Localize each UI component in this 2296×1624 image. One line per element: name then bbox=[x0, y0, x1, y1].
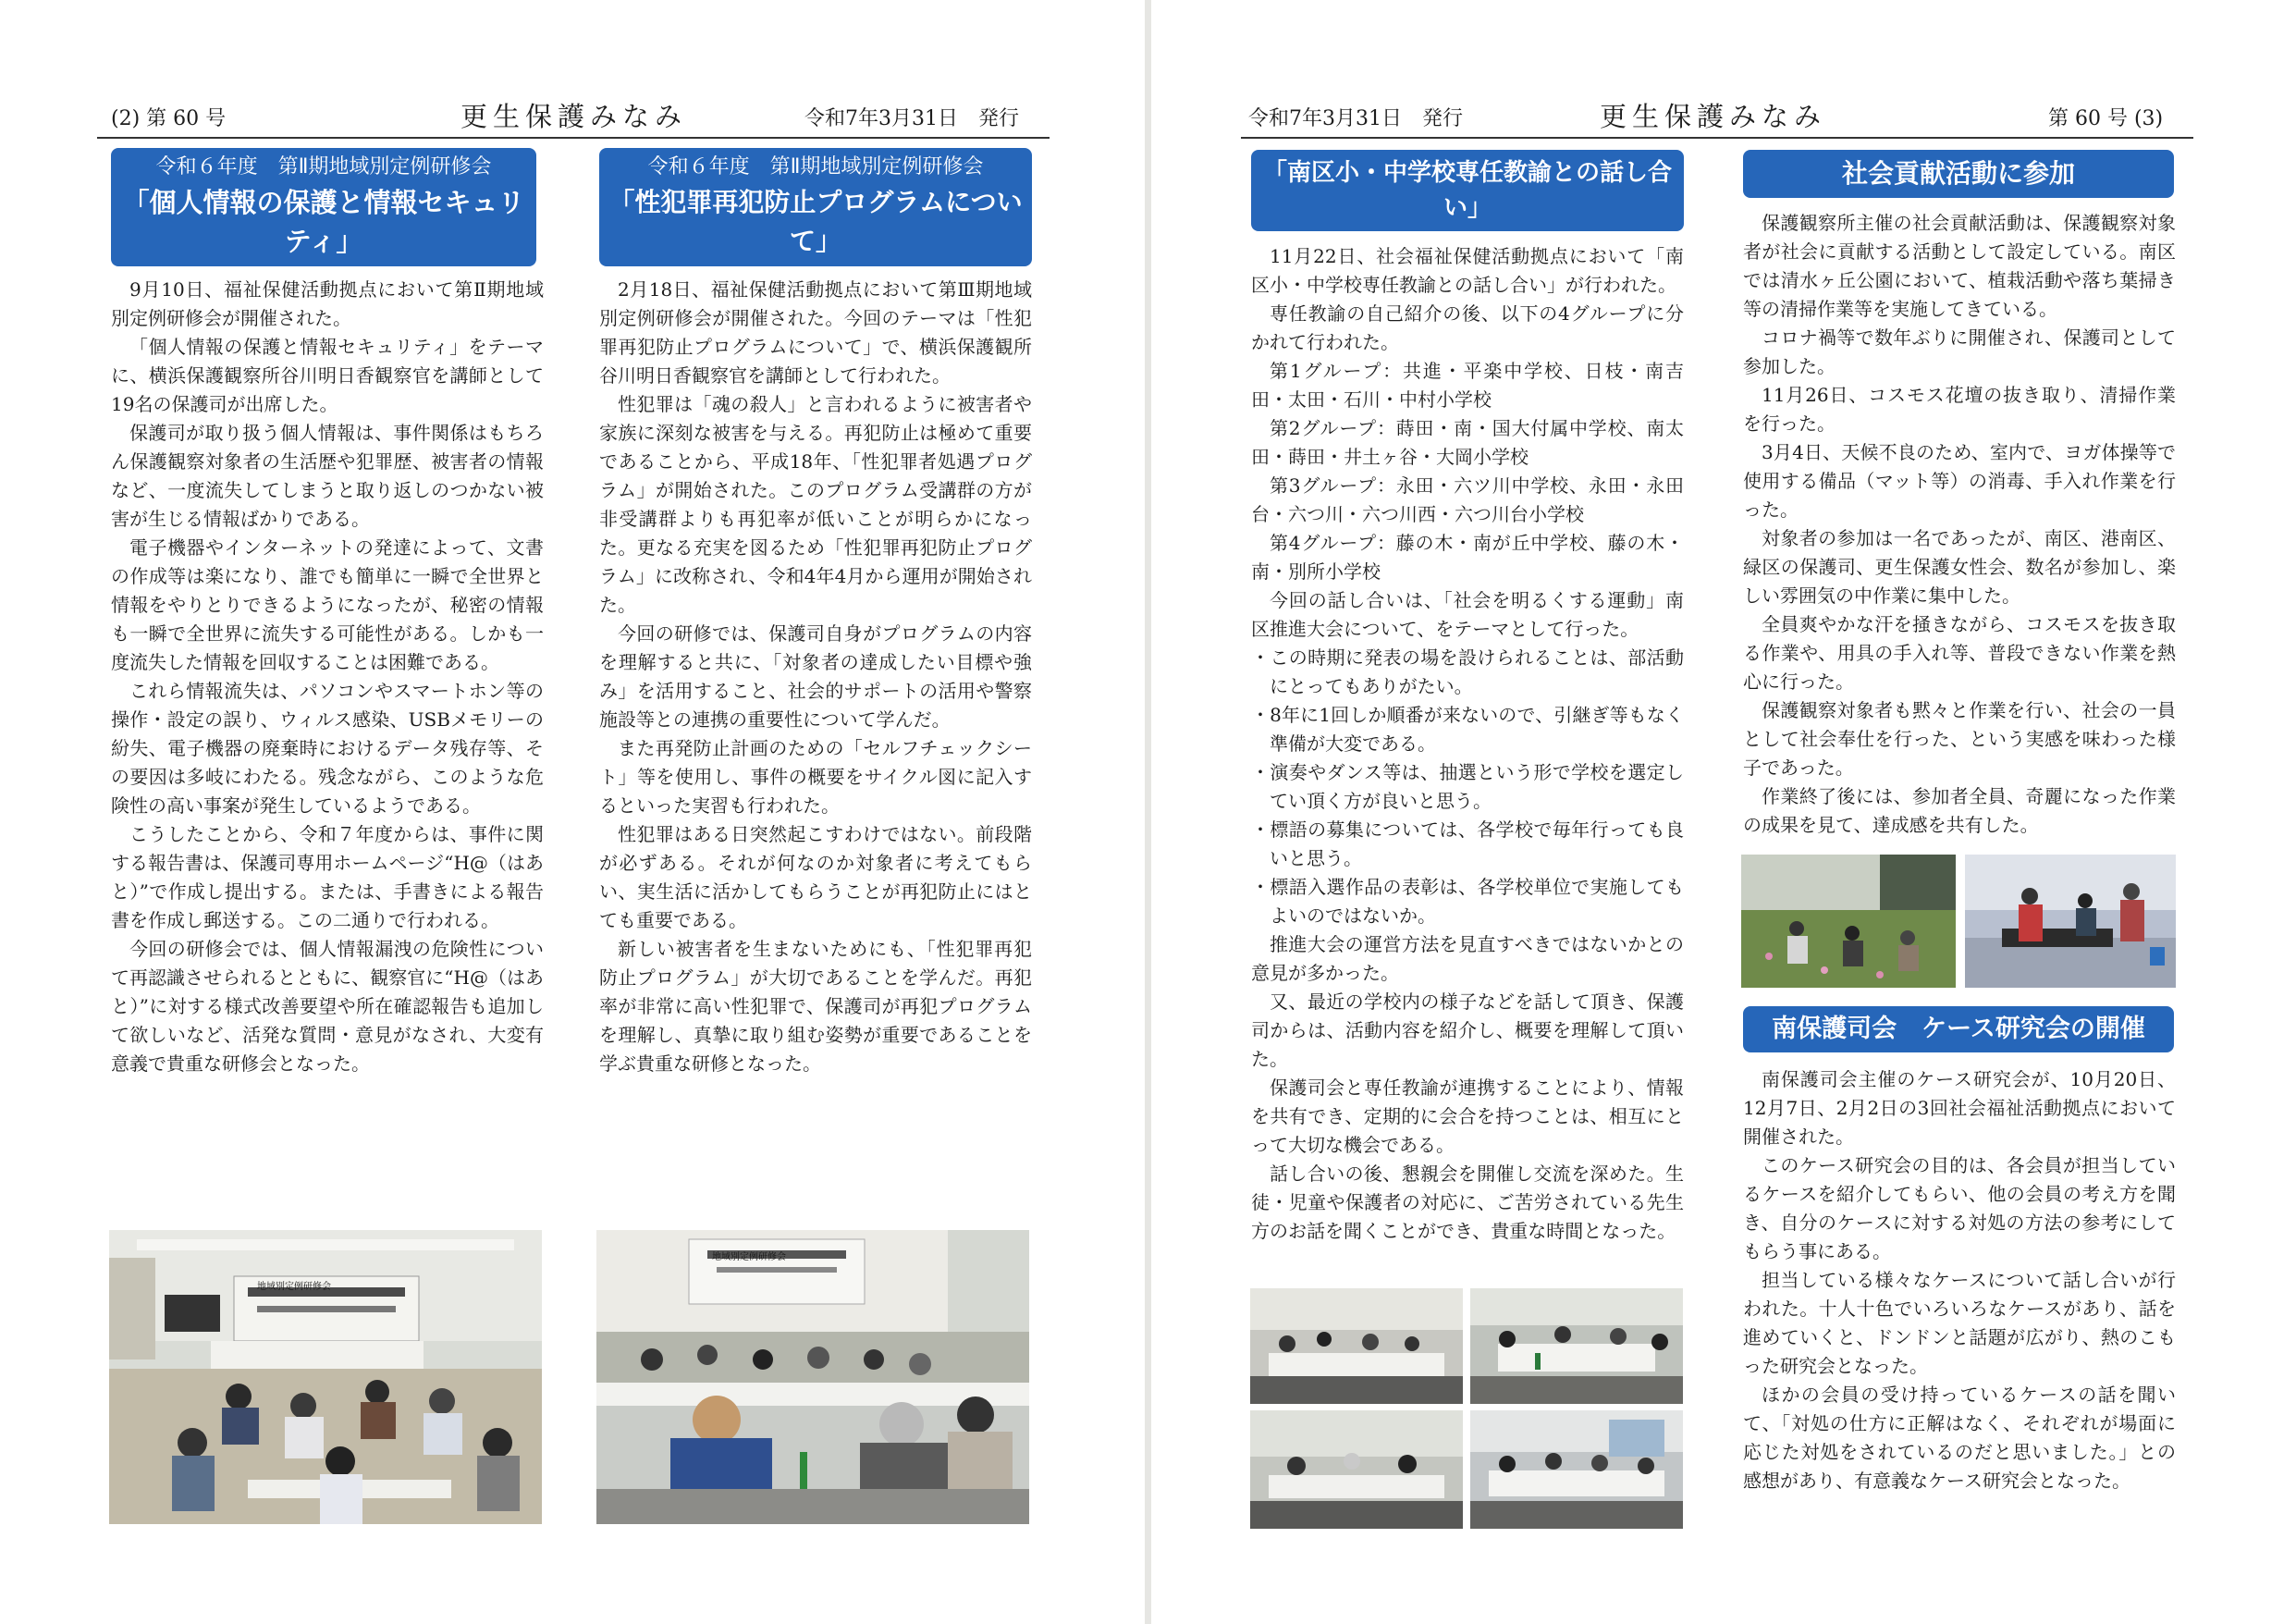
article-body bbox=[1743, 209, 2176, 840]
paragraph: また再発防止計画のための「セルフチェックシート」等を使用し、事件の概要をサイクル図に記入するといった実習も行われた。 bbox=[599, 737, 1032, 817]
paragraph: 対象者の参加は一名であったが、南区、港南区、緑区の保護司、更生保護女性会、数名が参加し、楽しい雰囲気の中作業に集中した。 bbox=[1743, 527, 2176, 607]
service-photo-indoor bbox=[1965, 855, 2176, 988]
meeting-photo-3 bbox=[1250, 1410, 1463, 1529]
masthead-left: 更生保護みなみ bbox=[460, 101, 688, 132]
paragraph: 11月26日、コスモス花壇の抜き取り、清掃作業を行った。 bbox=[1743, 384, 2176, 435]
banner-subtitle: 令和６年度 第Ⅱ期地域別定例研修会 bbox=[155, 155, 492, 178]
header-date-left: 令和7年3月31日 発行 bbox=[804, 107, 1019, 130]
seminar-photo-2 bbox=[596, 1230, 1029, 1524]
banner-title: 南保護司会 ケース研究会の開催 bbox=[1772, 1015, 2145, 1043]
article-banner bbox=[599, 148, 1032, 266]
paragraph: 担当している様々なケースについて話し合いが行われた。十人十色でいろいろなケースがあり、話を進めていくと、ドンドンと話題が広がり、熱のこもった研究会となった。 bbox=[1743, 1269, 2176, 1377]
meeting-photo-4 bbox=[1470, 1410, 1683, 1529]
article-banner bbox=[111, 148, 536, 266]
bullet-item: ・標語入選作品の表彰は、各学校単位で実施してもよいのではないか。 bbox=[1251, 876, 1684, 927]
paragraph: 2月18日、福祉保健活動拠点において第Ⅲ期地域別定例研修会が開催された。今回のテーマは「性犯罪再犯防止プログラムについて」で、横浜保護観所 谷川明日香観察官を講師として行われた。 bbox=[599, 278, 1050, 387]
paragraph: 第4グループ：藤の木・南が丘中学校、藤の木・南・別所小学校 bbox=[1251, 532, 1684, 583]
photo-sign-text: 地域別定例研修会 bbox=[257, 1282, 331, 1292]
paragraph: このケース研究会の目的は、各会員が担当しているケースを紹介してもらい、他の会員の考え方を聞き、自分のケースに対する対処の方法の参考にしてもらう事にある。 bbox=[1743, 1154, 2176, 1262]
paragraph: 今回の研修会では、個人情報漏洩の危険性について再認識させられるとともに、観察官に“H@（はあと）”に対する様式改善要望や所在確認報告も追加して欲しいなど、活発な質問・意見がなされ、大変有意義で貴重な研修会となった。 bbox=[111, 938, 544, 1075]
article-privacy bbox=[111, 148, 544, 1078]
header-rule-right bbox=[1241, 102, 2193, 139]
paragraph: こうしたことから、令和７年度からは、事件に関する報告書は、保護司専用ホームページ“H@（はあと）”で作成し提出する。または、手書きによる報告書を作成し郵送する。この二通りで行われる。 bbox=[111, 823, 544, 931]
paragraph: 新しい被害者を生まないためにも、「性犯罪再犯防止プログラム」が大切であることを学んだ。再犯率が非常に高い性犯罪で、保護司が再犯プログラムを理解し、真摯に取り組む姿勢が重要であることを学ぶ貴重な研修となった。 bbox=[599, 938, 1032, 1075]
paragraph: ほかの会員の受け持っているケースの話を聞いて、「対処の仕方に正解はなく、それぞれが場面に応じた対処をされているのだと思いました。」との感想があり、有意義なケース研究会となった。 bbox=[1743, 1384, 2176, 1492]
article-body bbox=[111, 276, 544, 1078]
header-date-right: 令和7年3月31日 発行 bbox=[1248, 107, 1463, 130]
header-issue-left: (2) 第 60 号 bbox=[111, 107, 227, 130]
banner-subtitle: 令和６年度 第Ⅱ期地域別定例研修会 bbox=[647, 155, 984, 178]
paragraph: 性犯罪はある日突然起こすわけではない。前段階が必ずある。それが何なのか対象者に考えてもらい、実生活に活かしてもらうことが再犯防止にはとても重要である。 bbox=[599, 823, 1032, 931]
right-page bbox=[1151, 0, 2296, 1624]
article-banner bbox=[1251, 150, 1684, 231]
paragraph: 作業終了後には、参加者全員、奇麗になった作業の成果を見て、達成感を共有した。 bbox=[1743, 785, 2176, 836]
article-banner bbox=[1743, 1006, 2174, 1052]
page-gutter bbox=[1145, 0, 1151, 1624]
paragraph: 第2グループ：蒔田・南・国大付属中学校、南太田・蒔田・井土ヶ谷・大岡小学校 bbox=[1251, 417, 1684, 468]
paragraph: 今回の研修では、保護司自身がプログラムの内容を理解すると共に、「対象者の達成したい目標や強み」を活用すること、社会的サポートの活用や警察施設等との連携の重要性について学んだ。 bbox=[599, 622, 1032, 731]
paragraph: 又、最近の学校内の様子などを話して頂き、保護司からは、活動内容を紹介し、概要を理解して頂いた。 bbox=[1251, 990, 1684, 1070]
paragraph: 南保護司会主催のケース研究会が、10月20日、12月7日、2月2日の3回社会福祉活動拠点において開催された。 bbox=[1743, 1068, 2176, 1148]
paragraph: 推進大会の運営方法を見直すべきではないかとの意見が多かった。 bbox=[1251, 933, 1684, 984]
paragraph: 9月10日、福祉保健活動拠点において第Ⅱ期地域別定例研修会が開催された。 bbox=[111, 278, 544, 329]
paragraph: 今回の話し合いは、「社会を明るくする運動」南区推進大会について、をテーマとして行った。 bbox=[1251, 589, 1684, 640]
paragraph: 第1グループ：共進・平楽中学校、日枝・南吉田・太田・石川・中村小学校 bbox=[1251, 360, 1684, 411]
paragraph: 保護観察対象者も黙々と作業を行い、社会の一員として社会奉仕を行った、という実感を味わった様子であった。 bbox=[1743, 699, 2176, 779]
article-body bbox=[599, 276, 1050, 1078]
banner-title: 「性犯罪再犯防止プログラムについて」 bbox=[608, 187, 1023, 256]
photo-sign-text: 地域別定例研修会 bbox=[712, 1252, 786, 1262]
bullet-item: ・標語の募集については、各学校で毎年行っても良いと思う。 bbox=[1251, 818, 1684, 869]
paragraph: 3月4日、天候不良のため、室内で、ヨガ体操等で使用する備品（マット等）の消毒、手入れ作業を行った。 bbox=[1743, 441, 2176, 521]
bullet-item: ・この時期に発表の場を設けられることは、部活動にとってもありがたい。 bbox=[1251, 646, 1684, 697]
paragraph: 性犯罪は「魂の殺人」と言われるように被害者や家族に深刻な被害を与える。再犯防止は極めて重要であることから、平成18年、「性犯罪者処遇プログラム」が開始された。このプログラム受講群の方が非受講群よりも再犯率が低いことが明らかになった。更なる充実を図るため「性犯罪再犯防止プログラム」に改称され、令和4年4月から運用が開始された。 bbox=[599, 393, 1032, 616]
paragraph: 11月22日、社会福祉保健活動拠点において「南区小・中学校専任教諭との話し合い」が行われた。 bbox=[1251, 245, 1684, 296]
paragraph: 保護司会と専任教諭が連携することにより、情報を共有でき、定期的に会合を持つことは、相互にとって大切な機会である。 bbox=[1251, 1077, 1684, 1156]
meeting-photo-1 bbox=[1250, 1288, 1463, 1404]
article-body bbox=[1743, 1065, 2176, 1495]
article-banner bbox=[1743, 150, 2174, 198]
article-case-study bbox=[1743, 1006, 2176, 1495]
article-body bbox=[1251, 242, 1684, 1246]
paragraph: 保護観察所主催の社会貢献活動は、保護観察対象者が社会に貢献する活動として設定している。南区では清水ヶ丘公園において、植栽活動や落ち葉掃き等の清掃作業等を実施してきている。 bbox=[1743, 212, 2176, 320]
bullet-item: ・演奏やダンス等は、抽選という形で学校を選定してい頂く方が良いと思う。 bbox=[1251, 761, 1684, 812]
article-teachers-meeting bbox=[1251, 150, 1684, 1246]
paragraph: コロナ禍等で数年ぶりに開催され、保護司として参加した。 bbox=[1743, 326, 2176, 377]
banner-title: 「南区小・中学校専任教諭との話し合い」 bbox=[1262, 159, 1672, 222]
paragraph: 全員爽やかな汗を掻きながら、コスモスを抜き取る作業や、用具の手入れ等、普段できない作業を熱心に行った。 bbox=[1743, 613, 2176, 693]
banner-title: 「個人情報の保護と情報セキュリティ」 bbox=[122, 187, 525, 257]
meeting-photo-2 bbox=[1470, 1288, 1683, 1404]
paragraph: 「個人情報の保護と情報セキュリティ」をテーマに、横浜保護観察所谷川明日香観察官を講師として19名の保護司が出席した。 bbox=[111, 336, 544, 415]
paragraph: 話し合いの後、懇親会を開催し交流を深めた。生徒・児童や保護者の対応に、ご苦労されている先生方のお話を聞くことができ、貴重な時間となった。 bbox=[1251, 1163, 1684, 1242]
article-community-service bbox=[1743, 150, 2176, 840]
paragraph: 専任教諭の自己紹介の後、以下の4グループに分かれて行われた。 bbox=[1251, 302, 1684, 353]
header-rule-left bbox=[97, 102, 1050, 139]
banner-title: 社会貢献活動に参加 bbox=[1841, 158, 2075, 189]
paragraph: 第3グループ：永田・六ツ川中学校、永田・永田台・六つ川・六つ川西・六つ川台小学校 bbox=[1251, 474, 1684, 525]
paragraph: これら情報流失は、パソコンやスマートホン等の操作・設定の誤り、ウィルス感染、USBメモリーの紛失、電子機器の廃棄時におけるデータ残存等、その要因は多岐にわたる。残念ながら、このような危険性の高い事案が発生しているようである。 bbox=[111, 680, 544, 817]
article-sex-offense-program bbox=[599, 148, 1050, 1078]
header-issue-right: 第 60 号 (3) bbox=[2048, 107, 2164, 130]
paragraph: 保護司が取り扱う個人情報は、事件関係はもちろん保護観察対象者の生活歴や犯罪歴、被害者の情報など、一度流失してしまうと取り返しのつかない被害が生じる情報ばかりである。 bbox=[111, 422, 544, 530]
masthead-right: 更生保護みなみ bbox=[1600, 101, 1827, 132]
paragraph: 電子機器やインターネットの発達によって、文書の作成等は楽になり、誰でも簡単に一瞬で全世界と情報をやりとりできるようになったが、秘密の情報も一瞬で全世界に流失する可能性がある。しかも一度流失した情報を回収することは困難である。 bbox=[111, 536, 544, 673]
service-photo-garden bbox=[1741, 855, 1956, 988]
bullet-item: ・8年に1回しか順番が来ないので、引継ぎ等もなく準備が大変である。 bbox=[1251, 704, 1684, 755]
left-page bbox=[0, 0, 1145, 1624]
seminar-photo-1 bbox=[109, 1230, 542, 1524]
